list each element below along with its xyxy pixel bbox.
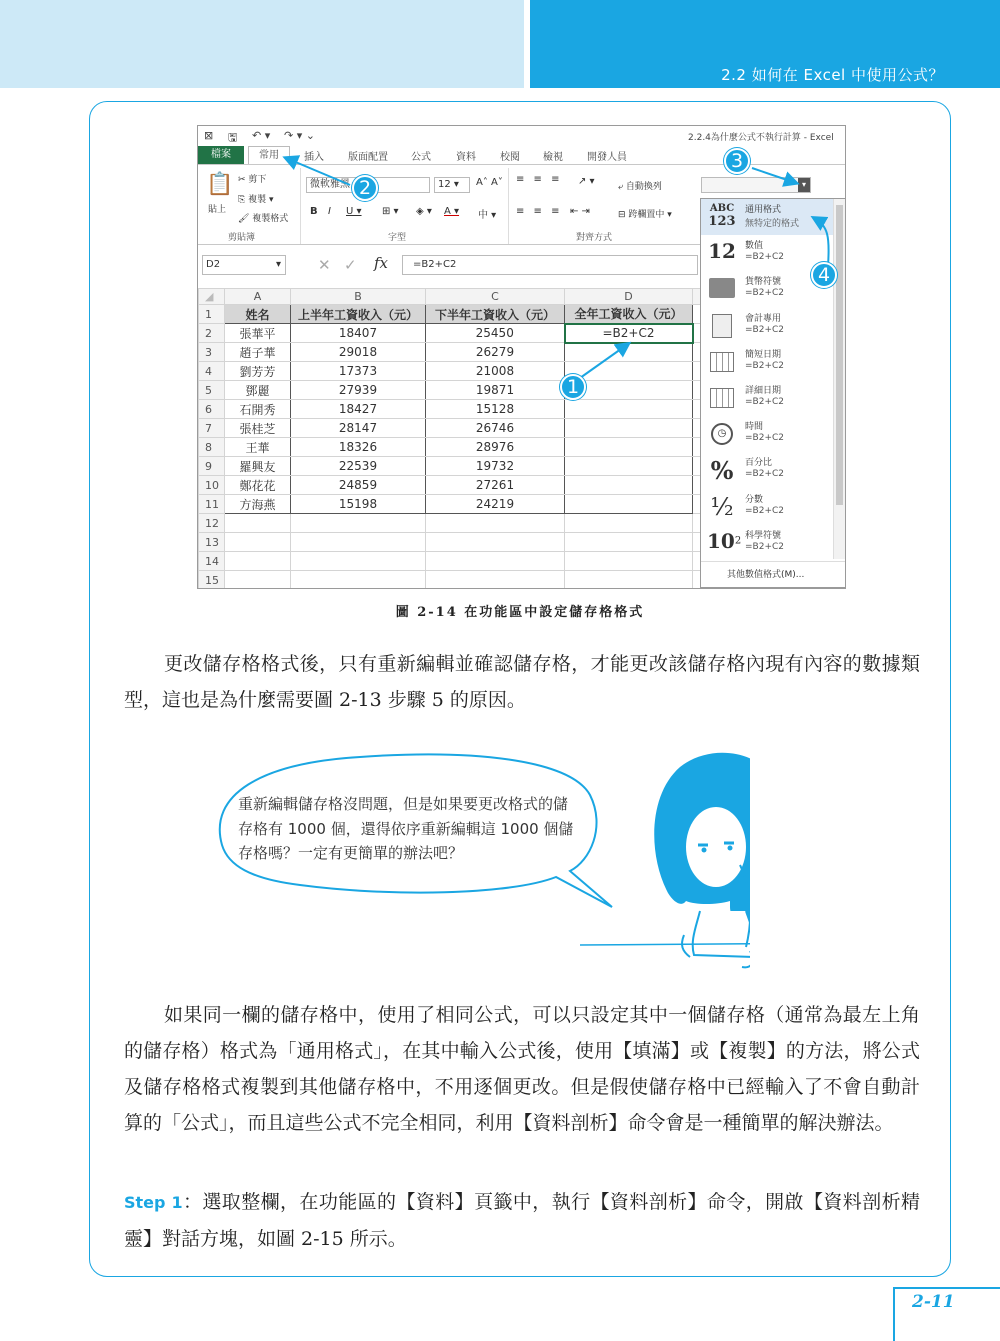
vertical-align-icons[interactable]: ≡ ≡ ≡ — [516, 174, 563, 185]
chevron-down-icon: ▾ — [275, 259, 281, 270]
cancel-icon[interactable]: ✕ — [318, 256, 331, 274]
table-cell[interactable]: 28976 — [426, 438, 565, 457]
row-header[interactable]: 11 — [199, 495, 225, 514]
header-band-left — [0, 0, 524, 88]
table-cell[interactable]: 26746 — [426, 419, 565, 438]
table-cell[interactable]: 26279 — [426, 343, 565, 362]
speech-bubble-illustration — [210, 735, 750, 1025]
orientation-icon[interactable]: ↗ ▾ — [578, 176, 595, 187]
format-name: 科學符號 — [745, 530, 782, 541]
excel-logo-icon: ⊠ — [204, 129, 214, 142]
row-header[interactable]: 3 — [199, 343, 225, 362]
horizontal-align-icons[interactable]: ≡ ≡ ≡ — [516, 206, 563, 217]
table-cell[interactable]: 17373 — [291, 362, 426, 381]
wrap-icon: ⤶ — [618, 182, 626, 192]
header-cell[interactable]: 下半年工資收入（元） — [426, 305, 565, 324]
table-cell[interactable]: 18407 — [291, 324, 426, 343]
select-all-corner[interactable]: ◢ — [199, 289, 225, 305]
paste-label[interactable]: 貼上 — [208, 205, 227, 215]
table-cell[interactable]: 19871 — [426, 381, 565, 400]
row-header[interactable]: 15 — [199, 571, 225, 590]
format-preview: =B2+C2 — [745, 252, 784, 263]
paragraph-1: 更改儲存格格式後，只有重新編輯並確認儲存格，才能更改該儲存格內現有內容的數據類型，這也是為什麼需要圖 2-13 步驟 5 的原因。 — [124, 653, 920, 711]
row-header[interactable]: 13 — [199, 533, 225, 552]
table-cell[interactable]: 24859 — [291, 476, 426, 495]
row-header[interactable]: 10 — [199, 476, 225, 495]
step-1-text: ：選取整欄，在功能區的【資料】頁籤中，執行【資料剖析】命令，開啟【資料剖析精靈】對話方塊，如圖 2-15 所示。 — [124, 1191, 920, 1250]
row-header[interactable]: 1 — [199, 305, 225, 324]
format-type-icon: 12 — [708, 239, 736, 264]
table-cell[interactable]: 22539 — [291, 457, 426, 476]
column-header-d[interactable]: D — [565, 289, 693, 305]
row-header[interactable]: 6 — [199, 400, 225, 419]
tab-home[interactable]: 常用 — [248, 146, 290, 165]
column-header-b[interactable]: B — [291, 289, 426, 305]
page-number-rule — [893, 1287, 895, 1341]
tab-file[interactable]: 檔案 — [198, 146, 244, 164]
merge-center-label: 跨欄置中 — [628, 210, 665, 220]
table-cell[interactable]: 18427 — [291, 400, 426, 419]
window-title: 2.2.4為什麼公式不執行計算 - Excel — [688, 133, 834, 143]
callout-arrows — [198, 126, 846, 589]
arrow-3 — [752, 168, 796, 183]
font-color-icon[interactable]: A ▾ — [444, 206, 460, 217]
section-title: 2.2 如何在 Excel 中使用公式？ — [721, 66, 944, 84]
undo-icon: ↶ ▾ — [252, 129, 271, 142]
figure-caption: 圖 2-14 在功能區中設定儲存格格式 — [395, 605, 645, 620]
tab-page-layout[interactable]: 版面配置 — [348, 152, 388, 163]
table-cell[interactable]: 張桂芝 — [225, 419, 291, 438]
format-name: 通用格式 — [745, 205, 782, 215]
copy-label: 複製 — [248, 195, 267, 205]
table-cell[interactable]: 24219 — [426, 495, 565, 514]
format-preview: =B2+C2 — [745, 505, 784, 516]
merge-icon: ⊟ — [618, 210, 629, 220]
table-cell[interactable]: 18326 — [291, 438, 426, 457]
table-cell[interactable]: 28147 — [291, 419, 426, 438]
format-type-icon: ◷ — [707, 420, 737, 448]
table-cell[interactable]: 趙子華 — [225, 343, 291, 362]
format-name: 百分比 — [745, 458, 773, 469]
format-preview: 無特定的格式 — [745, 219, 800, 229]
copy-button[interactable]: ⎘ 複製 ▾ — [238, 195, 274, 205]
paragraph-2: 如果同一欄的儲存格中，使用了相同公式，可以只設定其中一個儲存格（通常為最左上角的儲存格）格式為「通用格式」，在其中輸入公式後，使用【填滿】或【複製】的方法，將公式及儲存格格式複製到其他儲存格中，不用逐個更改。但是假使儲存格中已經輸入了不會自動計算的「公式」，而且這些公式不完全相同，利用【資料剖析】命令會是一種簡單的解決辦法。 — [124, 1004, 920, 1134]
border-icon[interactable]: ⊞ ▾ — [382, 206, 399, 217]
arrow-2 — [286, 158, 350, 185]
formula-value: =B2+C2 — [413, 259, 457, 270]
paste-icon[interactable]: 📋 — [206, 172, 234, 197]
italic-icon[interactable]: I — [328, 206, 331, 217]
row-header[interactable]: 14 — [199, 552, 225, 571]
excel-screenshot — [197, 125, 846, 589]
speech-bubble-text: 重新編輯儲存格沒問題，但是如果要更改格式的儲存格有 1000 個，還得依序重新編輯這 1000 個儲存格嗎？一定有更簡單的辦法吧？ — [238, 795, 574, 862]
copy-icon: ⎘ — [238, 195, 249, 205]
merge-center-button[interactable]: ⊟ 跨欄置中 ▾ — [618, 210, 672, 220]
phonetic-icon[interactable]: 中 ▾ — [478, 210, 497, 221]
page-bottom-rule — [893, 1287, 1000, 1289]
font-size-select[interactable]: 12 ▾ — [434, 177, 470, 193]
save-icon: 🖫 — [228, 131, 238, 144]
indent-icons[interactable]: ⇤ ⇥ — [570, 206, 590, 217]
table-cell[interactable]: 張華平 — [225, 324, 291, 343]
format-preview: =B2+C2 — [745, 469, 784, 480]
format-preview: =B2+C2 — [745, 397, 784, 407]
header-cell[interactable]: 姓名 — [225, 305, 291, 324]
tab-formulas[interactable]: 公式 — [411, 152, 431, 163]
row-header[interactable]: 4 — [199, 362, 225, 381]
header-cell[interactable]: 上半年工資收入（元） — [291, 305, 426, 324]
arrow-1 — [580, 344, 628, 378]
brush-icon: 🖌 — [238, 214, 253, 224]
arrow-4 — [814, 218, 829, 266]
grow-font-icon[interactable]: A˄ A˅ — [476, 177, 503, 188]
format-type-icon: ABC 123 — [708, 203, 736, 229]
underline-icon[interactable]: U ▾ — [346, 206, 362, 217]
table-cell[interactable]: 石開秀 — [225, 400, 291, 419]
tab-insert[interactable]: 插入 — [304, 152, 324, 163]
row-header[interactable]: 8 — [199, 438, 225, 457]
table-cell[interactable]: 27261 — [426, 476, 565, 495]
callout-3: 3 — [724, 148, 750, 174]
girl-character-icon — [654, 753, 750, 968]
format-preview: =B2+C2 — [745, 360, 784, 371]
clipboard-group-label: 剪貼簿 — [228, 233, 256, 243]
table-cell[interactable]: 19732 — [426, 457, 565, 476]
format-name: 簡短日期 — [745, 349, 782, 360]
table-cell[interactable]: 29018 — [291, 343, 426, 362]
column-header-c[interactable]: C — [426, 289, 565, 305]
format-preview: =B2+C2 — [745, 433, 784, 444]
step-1-paragraph — [124, 1184, 920, 1257]
font-name-value: 微軟雅黑 — [310, 179, 350, 190]
fill-color-icon[interactable]: ◈ ▾ — [416, 206, 432, 217]
format-preview: =B2+C2 — [745, 324, 784, 335]
tab-view[interactable]: 檢視 — [543, 152, 563, 163]
format-name: 詳細日期 — [745, 386, 782, 396]
table-cell[interactable]: 王華 — [225, 438, 291, 457]
table-cell[interactable]: 鄧麗 — [225, 381, 291, 400]
cut-label: 剪下 — [248, 175, 267, 185]
format-name: 貨幣符號 — [745, 277, 782, 288]
bold-icon[interactable]: B — [310, 206, 318, 217]
format-name: 會計專用 — [745, 313, 782, 324]
wrap-text-label: 自動換列 — [625, 182, 662, 192]
tab-developer[interactable]: 開發人員 — [587, 152, 627, 163]
active-cell[interactable]: =B2+C2 — [565, 324, 693, 343]
format-name: 數值 — [745, 241, 764, 252]
format-name: 時間 — [745, 422, 764, 433]
format-type-icon: ½ — [710, 492, 734, 521]
page-number: 2-11 — [912, 1292, 955, 1312]
name-box-value: D2 — [206, 259, 221, 270]
table-cell[interactable]: 鄭花花 — [225, 476, 291, 495]
format-type-icon: % — [710, 456, 734, 486]
tab-review[interactable]: 校閱 — [500, 152, 520, 163]
table-cell[interactable]: 27939 — [291, 381, 426, 400]
alignment-group-label: 對齊方式 — [576, 233, 613, 243]
number-format-dropdown-icon[interactable]: ▾ — [798, 178, 810, 192]
format-painter-label: 複製格式 — [252, 214, 289, 224]
font-size-value: 12 — [438, 179, 451, 190]
callout-2: 2 — [352, 175, 378, 201]
scissors-icon: ✂ — [238, 175, 249, 185]
header-cell[interactable]: 全年工資收入（元） — [565, 305, 693, 324]
step-1-label: Step 1 — [124, 1193, 183, 1212]
table-cell[interactable]: 15198 — [291, 495, 426, 514]
table-cell[interactable]: 羅興友 — [225, 457, 291, 476]
format-preview: =B2+C2 — [745, 288, 784, 299]
format-type-icon: $10^2$ — [707, 528, 742, 553]
table-cell[interactable]: 21008 — [426, 362, 565, 381]
row-header[interactable]: 7 — [199, 419, 225, 438]
table-cell[interactable]: 15128 — [426, 400, 565, 419]
row-header[interactable]: 5 — [199, 381, 225, 400]
table-cell[interactable]: 方海燕 — [225, 495, 291, 514]
row-header[interactable]: 9 — [199, 457, 225, 476]
row-header[interactable]: 2 — [199, 324, 225, 343]
redo-icon: ↷ ▾ ⌄ — [284, 129, 315, 142]
more-formats-link[interactable]: 其他數值格式(M)... — [727, 570, 805, 580]
callout-4: 4 — [811, 262, 837, 288]
table-cell[interactable]: 25450 — [426, 324, 565, 343]
enter-icon[interactable]: ✓ — [344, 256, 357, 274]
format-name: 分數 — [745, 494, 764, 505]
insert-function-icon[interactable]: fx — [374, 254, 389, 272]
row-header[interactable]: 12 — [199, 514, 225, 533]
table-cell[interactable]: 劉芳芳 — [225, 362, 291, 381]
callout-1: 1 — [560, 374, 586, 400]
format-preview: =B2+C2 — [745, 541, 784, 552]
font-group-label: 字型 — [388, 233, 407, 243]
tab-data[interactable]: 資料 — [456, 152, 476, 163]
column-header-a[interactable]: A — [225, 289, 291, 305]
